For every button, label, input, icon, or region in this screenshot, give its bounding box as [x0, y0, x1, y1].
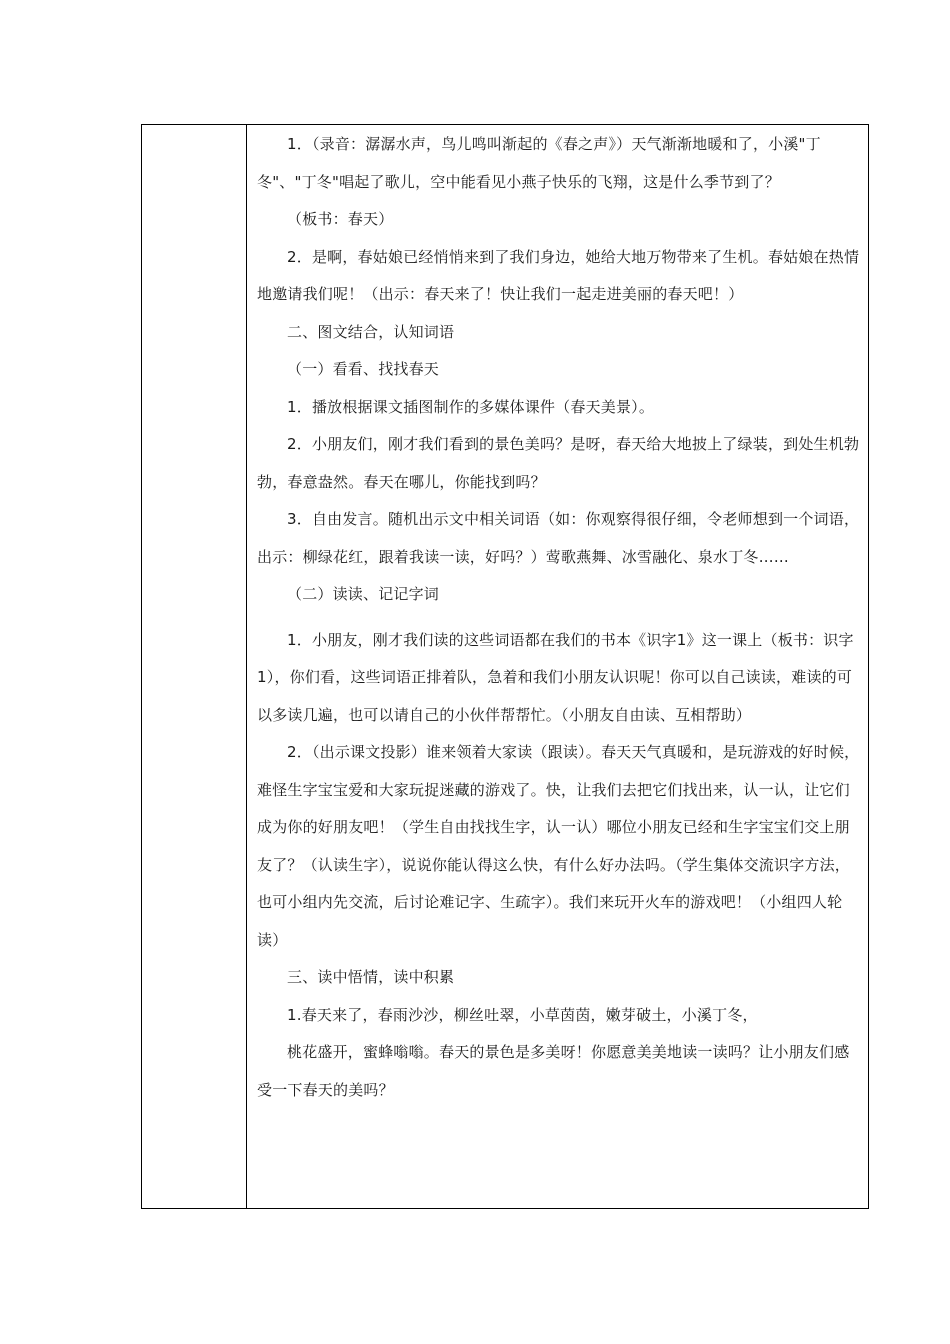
paragraph-blackboard-spring: （板书：春天） [287, 210, 394, 228]
lesson-table [141, 124, 869, 1209]
subsection-heading-1: （一）看看、找找春天 [287, 360, 440, 378]
paragraph-scenery: 2．小朋友们，刚才我们看到的景色美吗？是呀，春天给大地披上了绿装，到处生机勃勃，春意盎然。春天在哪儿，你能找到吗？ [257, 435, 860, 491]
paragraph-free-speech: 3．自由发言。随机出示文中相关词语（如：你观察得很仔细，令老师想到一个词语，出示：柳绿花红，跟着我读一读，好吗？）莺歌燕舞、冰雪融化、泉水丁冬…… [257, 510, 860, 566]
paragraph-spring-invitation: 2．是啊，春姑娘已经悄悄来到了我们身边，她给大地万物带来了生机。春姑娘在热情地邀请我们呢！（出示：春天来了！快让我们一起走进美丽的春天吧！） [257, 247, 860, 303]
section-heading-2: 二、图文结合，认知词语 [287, 322, 455, 341]
paragraph-spring-description: 1.春天来了，春雨沙沙，柳丝吐翠，小草茵茵，嫩芽破土，小溪丁冬， [287, 1005, 758, 1024]
table-left-cell [142, 125, 247, 1208]
paragraph-multimedia: 1．播放根据课文插图制作的多媒体课件（春天美景）。 [287, 397, 655, 416]
subsection-heading-2: （二）读读、记记字词 [287, 585, 440, 603]
paragraph-game: 2．（出示课文投影）谁来领着大家读（跟读）。春天天气真暖和，是玩游戏的好时候，难怪生字宝宝爱和大家玩捉迷藏的游戏了。快，让我们去把它们找出来，认一认，让它们成为你的好朋友吧！（学生自由找找生字，认一认）哪位小朋友已经和生字宝宝们交上朋友了？（认读生字），说说你能认得这么快，有什么好办法吗。（学生集体交流识字方法，也可小组内先交流，后讨论难记字、生疏字）。我们来玩开火车的游戏吧！（小组四人轮读） [257, 743, 860, 949]
section-heading-3: 三、读中悟情，读中积累 [287, 968, 455, 986]
paragraph-read-words: 1．小朋友，刚才我们读的这些词语都在我们的书本《识字1》这一课上（板书：识字1），你们看，这些词语正排着队，急着和我们小朋友认识呢！你可以自己读读，难读的可以多读几遍，也可以请自己的小伙伴帮帮忙。（小朋友自由读、互相帮助） [257, 630, 854, 724]
paragraph-recording-intro: 1．（录音：潺潺水声，鸟儿鸣叫渐起的《春之声》）天气渐渐地暖和了，小溪"丁冬"、"丁冬"唱起了歌儿，空中能看见小燕子快乐的飞翔，这是什么季节到了？ [257, 135, 821, 191]
paragraph-spring-reading: 桃花盛开，蜜蜂嗡嗡。春天的景色是多美呀！你愿意美美地读一读吗？让小朋友们感受一下春天的美吗？ [257, 1043, 850, 1099]
table-content-cell [247, 125, 868, 1208]
